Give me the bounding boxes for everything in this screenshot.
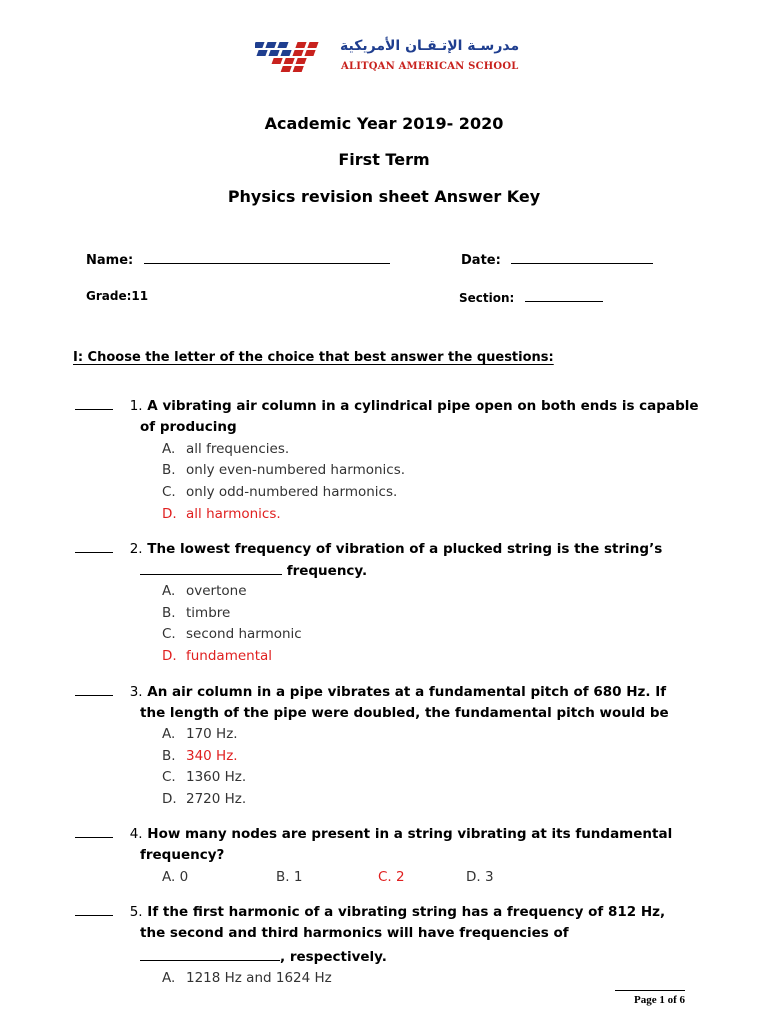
option-letter: D. — [162, 791, 177, 807]
question-text-cont: of producing — [140, 419, 237, 435]
date-blank[interactable] — [511, 251, 653, 264]
answer-blank[interactable] — [75, 540, 113, 553]
option-text: second harmonic — [186, 626, 302, 642]
option-d-correct — [162, 506, 281, 522]
name-blank[interactable] — [144, 251, 390, 264]
option-letter: C. — [162, 769, 176, 785]
option-letter: D. — [162, 506, 177, 522]
sheet-title: Physics revision sheet Answer Key — [227, 187, 541, 206]
section-1-title: I: Choose the letter of the choice that best answer the questions: — [73, 350, 554, 365]
option-c — [162, 769, 246, 785]
answer-blank[interactable] — [75, 825, 113, 838]
fill-blank[interactable] — [140, 948, 280, 961]
school-logo-icon — [255, 38, 335, 78]
option-a — [162, 726, 238, 742]
option-text: fundamental — [186, 648, 273, 664]
option-letter: B. — [162, 748, 176, 764]
section-blank[interactable] — [525, 289, 603, 302]
school-logo — [255, 38, 520, 78]
option-b — [162, 462, 405, 478]
name-label: Name: — [86, 253, 134, 268]
option-a — [162, 970, 332, 986]
term-title: First Term — [338, 150, 430, 169]
option-letter: D. — [466, 869, 481, 885]
question-text: An air column in a pipe vibrates at a fundamental pitch of 680 Hz. If — [147, 684, 667, 700]
question-text: The lowest frequency of vibration of a plucked string is the string’s — [147, 541, 663, 557]
answer-blank[interactable] — [75, 397, 113, 410]
option-letter: A. — [162, 583, 176, 599]
question-text: frequency. — [286, 563, 368, 579]
option-c — [162, 484, 397, 500]
option-letter: C. — [378, 869, 392, 885]
option-text: only odd-numbered harmonics. — [186, 484, 398, 500]
option-text: timbre — [186, 605, 231, 621]
question-3 — [75, 683, 666, 700]
option-letter: B. — [162, 462, 176, 478]
question-number: 5. — [129, 904, 143, 920]
option-letter: B. — [276, 869, 290, 885]
option-text: overtone — [186, 583, 247, 599]
page-number: Page 1 of 6 — [615, 990, 685, 1006]
section-label: Section: — [459, 291, 515, 305]
school-name-arabic: مدرسـة الإتـقـان الأمريكية — [340, 38, 520, 54]
question-4 — [75, 825, 672, 842]
question-5 — [75, 903, 665, 920]
question-text-cont — [140, 562, 367, 579]
section-field — [459, 289, 603, 305]
grade-field: Grade:11 — [86, 289, 149, 303]
option-b — [162, 605, 230, 621]
option-d — [466, 869, 494, 885]
school-name-english: ALITQAN AMERICAN SCHOOL — [341, 61, 519, 72]
question-number: 4. — [129, 826, 143, 842]
option-d-correct — [162, 648, 272, 664]
option-text: 0 — [179, 869, 189, 885]
question-1 — [75, 397, 699, 414]
option-a — [162, 869, 188, 885]
option-text: all harmonics. — [186, 506, 281, 522]
option-letter: A. — [162, 726, 176, 742]
option-d — [162, 791, 246, 807]
question-text: A vibrating air column in a cylindrical pipe open on both ends is capable — [147, 398, 699, 414]
option-letter: D. — [162, 648, 177, 664]
option-text: only even-numbered harmonics. — [186, 462, 406, 478]
question-text-cont: frequency? — [140, 847, 225, 863]
option-letter: C. — [162, 484, 176, 500]
answer-blank[interactable] — [75, 903, 113, 916]
option-c-correct — [378, 869, 405, 885]
option-letter: A. — [162, 869, 176, 885]
option-letter: B. — [162, 605, 176, 621]
academic-year: Academic Year 2019- 2020 — [264, 114, 504, 133]
date-field — [461, 251, 653, 268]
option-letter: C. — [162, 626, 176, 642]
option-letter: A. — [162, 441, 176, 457]
question-text: How many nodes are present in a string vibrating at its fundamental — [147, 826, 673, 842]
name-field — [86, 251, 390, 268]
option-text: 1218 Hz and 1624 Hz — [186, 970, 332, 986]
question-2 — [75, 540, 662, 557]
option-letter: A. — [162, 970, 176, 986]
question-text: If the first harmonic of a vibrating string has a frequency of 812 Hz, — [147, 904, 666, 920]
question-text-cont-2 — [140, 948, 387, 965]
option-text: 170 Hz. — [186, 726, 238, 742]
fill-blank[interactable] — [140, 562, 282, 575]
question-number: 1. — [129, 398, 143, 414]
option-b — [276, 869, 302, 885]
question-text: , respectively. — [280, 949, 387, 965]
option-text: 1 — [293, 869, 303, 885]
question-number: 3. — [129, 684, 143, 700]
date-label: Date: — [461, 253, 501, 268]
option-text: 1360 Hz. — [186, 769, 247, 785]
question-text-cont: the length of the pipe were doubled, the fundamental pitch would be — [140, 705, 669, 721]
question-text-cont: the second and third harmonics will have frequencies of — [140, 925, 569, 941]
option-text-correct: 340 Hz. — [186, 748, 238, 764]
question-number: 2. — [129, 541, 143, 557]
option-a — [162, 441, 289, 457]
answer-blank[interactable] — [75, 683, 113, 696]
option-c — [162, 626, 302, 642]
option-text: 3 — [484, 869, 494, 885]
option-text: 2720 Hz. — [186, 791, 247, 807]
option-text: 2 — [396, 869, 405, 885]
option-b — [162, 748, 238, 764]
option-a — [162, 583, 247, 599]
option-text: all frequencies. — [186, 441, 290, 457]
